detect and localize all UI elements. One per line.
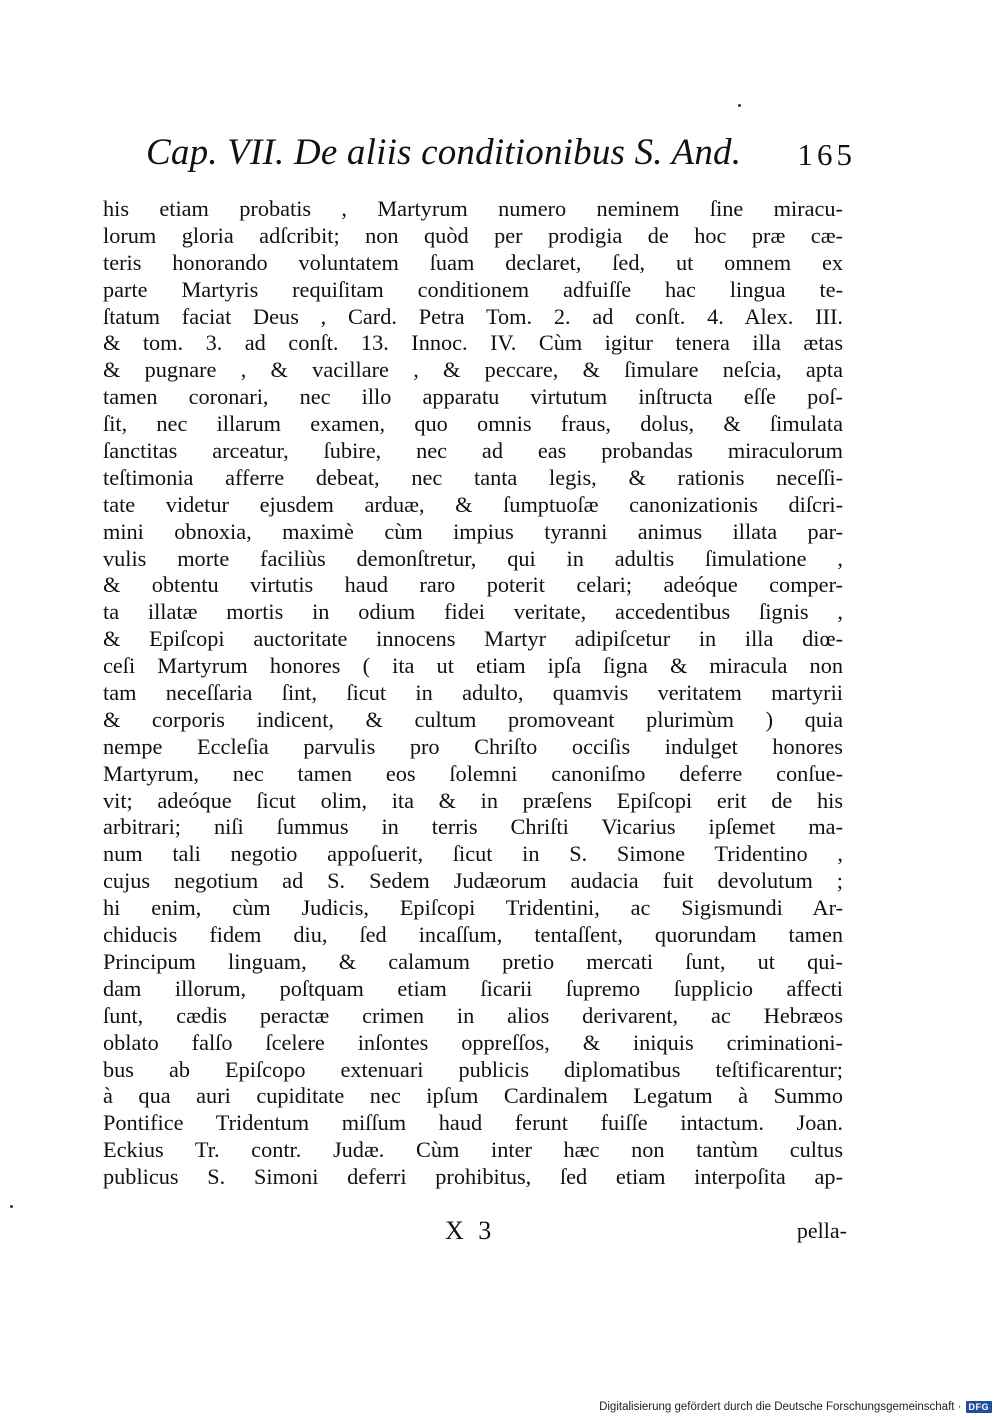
text-line: ta illatæ mortis in odium fidei veritate, accedentibus ſignis , bbox=[103, 599, 843, 625]
scan-speck bbox=[10, 1205, 13, 1208]
text-line: ſit, nec illarum examen, quo omnis fraus, dolus, & ſimulata bbox=[103, 411, 843, 437]
text-line: cujus negotium ad S. Sedem Judæorum audacia fuit devolutum ; bbox=[103, 868, 843, 894]
text-line: & Epiſcopi auctoritate innocens Martyr adipiſcetur in illa diœ- bbox=[103, 626, 843, 652]
text-line: Principum linguam, & calamum pretio mercati ſunt, ut qui- bbox=[103, 948, 843, 974]
text-line: ſanctitas arceatur, ſubire, nec ad eas probandas miraculorum bbox=[103, 438, 843, 464]
page-footer bbox=[103, 1216, 847, 1250]
text-line: Eckius Tr. contr. Judæ. Cùm inter hæc non tantùm cultus bbox=[103, 1137, 843, 1163]
credit-text: Digitalisierung gefördert durch die Deutsche Forschungsgemeinschaft · bbox=[599, 1401, 962, 1413]
text-line: Pontifice Tridentum miſſum haud ferunt fuiſſe intactum. Joan. bbox=[103, 1110, 843, 1136]
text-line: vit; adeóque ſicut olim, ita & in præſens Epiſcopi erit de his bbox=[103, 787, 843, 813]
text-line: tate videtur ejusdem arduæ, & ſumptuoſæ canonizationis diſcri- bbox=[103, 491, 843, 517]
text-line: tam neceſſaria ſint, ſicut in adulto, quamvis veritatem martyrii bbox=[103, 680, 843, 706]
dfg-logo-icon: DFG bbox=[966, 1401, 993, 1413]
text-line: lorum gloria adſcribit; non quòd per prodigia de hoc præ cæ- bbox=[103, 222, 843, 248]
text-line: & tom. 3. ad conſt. 13. Innoc. IV. Cùm igitur tenera illa ætas bbox=[103, 330, 843, 356]
signature-mark: X 3 bbox=[445, 1216, 496, 1245]
text-line: teſtimonia afferre debeat, nec tanta legis, & rationis neceſſi- bbox=[103, 464, 843, 490]
text-line: dam illorum, poſtquam etiam ſicarii ſupremo ſupplicio affecti bbox=[103, 975, 843, 1001]
text-line: hi enim, cùm Judicis, Epiſcopi Tridentini, ac Sigismundi Ar- bbox=[103, 895, 843, 921]
digitization-credit bbox=[599, 1401, 992, 1413]
text-line: mini obnoxia, maximè cùm impius tyranni animus illata par- bbox=[103, 518, 843, 544]
text-line: nempe Eccleſia parvulis pro Chriſto occiſis indulget honores bbox=[103, 733, 843, 759]
text-line: & obtentu virtutis haud raro poterit celari; adeóque comper- bbox=[103, 572, 843, 598]
text-line: ceſi Martyrum honores ( ita ut etiam ipſa ſigna & miracula non bbox=[103, 653, 843, 679]
text-line: teris honorando voluntatem ſuam declaret, ſed, ut omnem ex bbox=[103, 249, 843, 275]
body-text bbox=[103, 196, 843, 1191]
text-line: parte Martyris requiſitam conditionem adfuiſſe hac lingua te- bbox=[103, 276, 843, 302]
text-line: & corporis indicent, & cultum promoveant plurimùm ) quia bbox=[103, 706, 843, 732]
catchword: pella- bbox=[796, 1218, 847, 1243]
text-line: ſunt, cædis peractæ crimen in alios derivarent, ac Hebræos bbox=[103, 1002, 843, 1028]
running-title: Cap. VII. De aliis conditionibus S. And. bbox=[146, 132, 742, 173]
text-line: Martyrum, nec tamen eos ſolemni canoniſmo deferre conſue- bbox=[103, 760, 843, 786]
text-line: bus ab Epiſcopo extenuari publicis diplomatibus teſtificarentur; bbox=[103, 1056, 843, 1082]
scan-speck bbox=[738, 104, 741, 107]
running-header bbox=[146, 130, 856, 176]
text-line: publicus S. Simoni deferri prohibitus, ſed etiam interpoſita ap- bbox=[103, 1164, 843, 1190]
text-line: tamen coronari, nec illo apparatu virtutum inſtructa eſſe poſ- bbox=[103, 384, 843, 410]
text-line: vulis morte faciliùs demonſtretur, qui in adultis ſimulatione , bbox=[103, 545, 843, 571]
page-number: 165 bbox=[797, 137, 856, 172]
text-line: oblato falſo ſcelere inſontes oppreſſos, & iniquis criminationi- bbox=[103, 1029, 843, 1055]
text-line: his etiam probatis , Martyrum numero neminem ſine miracu- bbox=[103, 196, 843, 221]
text-line: arbitrari; niſi ſummus in terris Chriſti Vicarius ipſemet ma- bbox=[103, 814, 843, 840]
text-line: & pugnare , & vacillare , & peccare, & ſimulare neſcia, apta bbox=[103, 357, 843, 383]
text-line: num tali negotio appoſuerit, ſicut in S. Simone Tridentino , bbox=[103, 841, 843, 867]
text-line: chiducis fidem diu, ſed incaſſum, tentaſſent, quorundam tamen bbox=[103, 922, 843, 948]
text-line: à qua auri cupiditate nec ipſum Cardinalem Legatum à Summo bbox=[103, 1083, 843, 1109]
text-line: ſtatum faciat Deus , Card. Petra Tom. 2. ad conſt. 4. Alex. III. bbox=[103, 303, 843, 329]
